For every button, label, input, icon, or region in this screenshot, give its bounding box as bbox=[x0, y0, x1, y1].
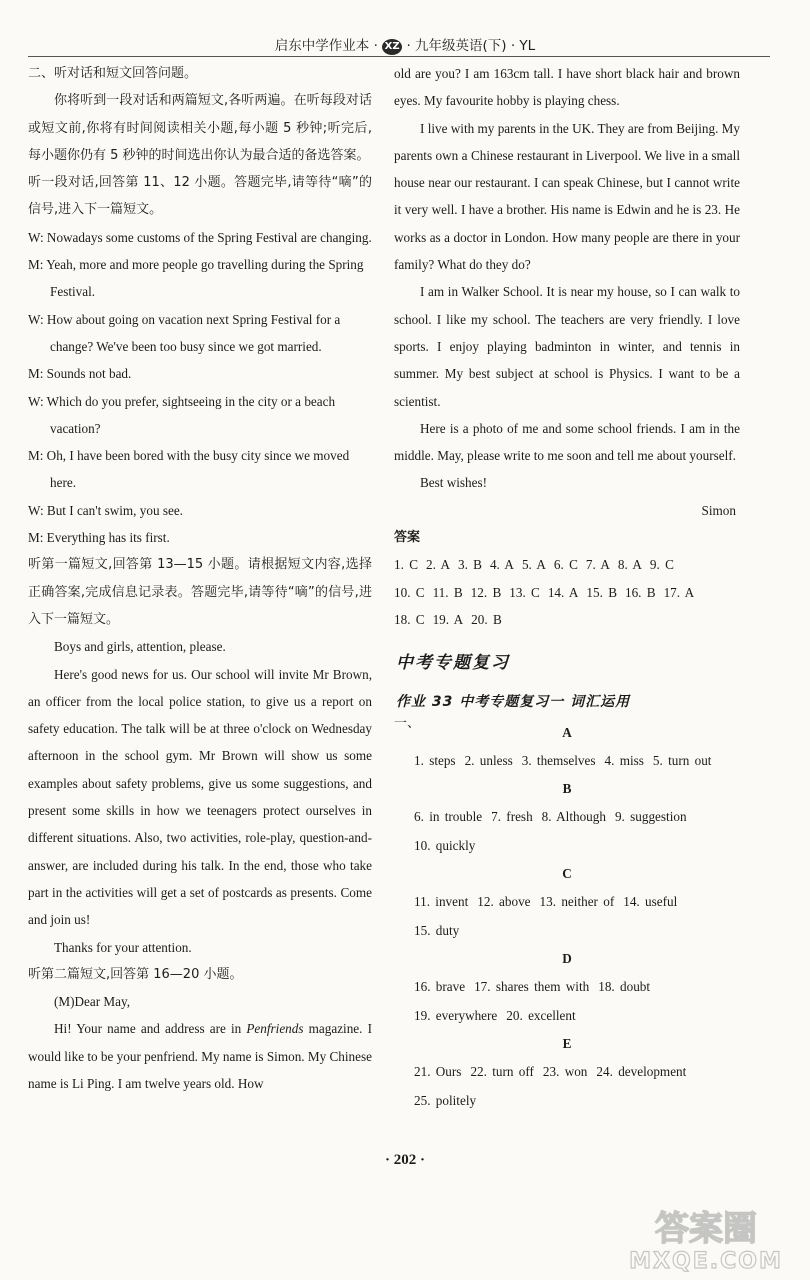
dialogue-line: M: Oh, I have been bored with the busy city since we moved here. bbox=[28, 448, 350, 491]
group-heading: A bbox=[562, 724, 572, 740]
letter-opening: Hi! Your name and address are in Penfriends magazine. I would like to be your penfriend. My name is Simon. My Chinese name is Li Ping. I am twelve years old. How bbox=[28, 1021, 372, 1091]
vocab-group-b bbox=[394, 775, 740, 860]
answer-line: 25. politely bbox=[414, 1092, 477, 1108]
part-one-label: 一、 bbox=[394, 715, 421, 731]
passage1-greeting: Boys and girls, attention, please. bbox=[54, 639, 226, 655]
letter-paragraph: I am in Walker School. It is near my house, so I can walk to school. I like my school. The teachers are very friendly. I love sports. I enjoy playing badminton in winter, and tennis in summer. My best subject at school is Physics. I want to be a scientist. bbox=[394, 284, 740, 409]
passage1-instruction: 听第一篇短文,回答第 13—15 小题。请根据短文内容,选择正确答案,完成信息记录表。答题完毕,请等待“嘀”的信号,进入下一篇短文。 bbox=[28, 557, 372, 627]
dialogue-line: M: Sounds not bad. bbox=[28, 366, 132, 382]
vocab-group-d bbox=[394, 945, 740, 1030]
group-heading: E bbox=[562, 1036, 572, 1052]
dialogue bbox=[28, 224, 372, 552]
letter-paragraph: Here is a photo of me and some school friends. I am in the middle. May, please write to me soon and tell me about yourself. bbox=[394, 420, 740, 464]
answer-line: 11. invent 12. above 13. neither of 14. useful bbox=[414, 894, 678, 910]
answer-line: 15. duty bbox=[414, 922, 460, 938]
letter-paragraph: I live with my parents in the UK. They are from Beijing. My parents own a Chinese restaurant in Liverpool. We live in a small house near our restaurant. I can speak Chinese, but I cannot write it very well. I have a brother. His name is Edwin and he is 23. He works as a doctor in London. How many people are there in your family? What do they do? bbox=[394, 120, 740, 273]
group-heading: D bbox=[562, 951, 572, 967]
listening-intro: 你将听到一段对话和两篇短文,各听两遍。在听每段对话或短文前,你将有时间阅读相关小题,每小题 5 秒钟;听完后,每小题你仍有 5 秒钟的时间选出你认为最合适的备选答案。 bbox=[28, 93, 372, 163]
left-column bbox=[28, 60, 372, 1097]
vocab-group-c bbox=[394, 860, 740, 945]
header-rule bbox=[28, 56, 770, 57]
watermark-logo bbox=[616, 1200, 796, 1272]
letter-paragraph: old are you? I am 163cm tall. I have short black hair and brown eyes. My favourite hobby is playing chess. bbox=[394, 66, 740, 109]
answer-line: 19. everywhere 20. excellent bbox=[414, 1007, 576, 1023]
answer-line: 1. steps 2. unless 3. themselves 4. miss 5. turn out bbox=[414, 752, 712, 768]
answer-key bbox=[394, 551, 740, 634]
header-subject: · 九年级英语(下) · YL bbox=[402, 38, 536, 54]
answer-key-row: 10. C 11. B 12. B 13. C 14. A 15. B 16. B 17. A bbox=[394, 584, 695, 600]
group-heading: C bbox=[562, 866, 572, 882]
answers-label: 答案 bbox=[394, 530, 421, 546]
dialogue-line: M: Yeah, more and more people go travelling during the Spring Festival. bbox=[28, 257, 364, 300]
page-number: · 202 · bbox=[384, 1152, 425, 1168]
group-heading: B bbox=[562, 781, 572, 797]
right-column bbox=[394, 60, 740, 1115]
dialogue-line: W: But I can't swim, you see. bbox=[28, 502, 183, 518]
answer-line: 6. in trouble 7. fresh 8. Although 9. suggestion bbox=[414, 809, 687, 825]
vocab-group-e bbox=[394, 1030, 740, 1115]
review-section-title: 中考专题复习 bbox=[396, 652, 510, 673]
vocab-group-a bbox=[394, 715, 740, 776]
header-book-title: 启东中学作业本 · bbox=[274, 38, 383, 54]
dialogue-line: M: Everything has its first. bbox=[28, 530, 170, 546]
magazine-title: Penfriends bbox=[246, 1021, 304, 1037]
homework-title: 作业 33 中考专题复习一 词汇运用 bbox=[396, 693, 631, 710]
answer-line: 10. quickly bbox=[414, 837, 476, 853]
passage1-closing: Thanks for your attention. bbox=[54, 939, 192, 955]
dialogue-instruction: 听一段对话,回答第 11、12 小题。答题完毕,请等待“嘀”的信号,进入下一篇短文。 bbox=[28, 175, 372, 218]
answer-line: 21. Ours 22. turn off 23. won 24. development bbox=[414, 1064, 687, 1080]
letter-greeting: (M)Dear May, bbox=[54, 994, 131, 1010]
passage2-instruction: 听第二篇短文,回答第 16—20 小题。 bbox=[28, 966, 243, 982]
dialogue-line: W: Which do you prefer, sightseeing in the city or a beach vacation? bbox=[28, 393, 336, 436]
answer-key-row: 18. C 19. A 20. B bbox=[394, 612, 502, 628]
letter-signature: Simon bbox=[701, 502, 736, 518]
answer-key-row: 1. C 2. A 3. B 4. A 5. A 6. C 7. A 8. A 9. C bbox=[394, 557, 674, 573]
section-title: 二、听对话和短文回答问题。 bbox=[28, 66, 198, 81]
dialogue-line: W: Nowadays some customs of the Spring Festival are changing. bbox=[28, 229, 372, 245]
dialogue-line: W: How about going on vacation next Spring Festival for a change? We've been too busy since we got married. bbox=[28, 311, 341, 354]
watermark-line1: 答案圈 bbox=[655, 1209, 757, 1249]
running-header bbox=[0, 34, 810, 55]
publisher-badge: XZ bbox=[382, 39, 402, 55]
answer-line: 16. brave 17. shares them with 18. doubt bbox=[414, 979, 651, 995]
watermark-line2: MXQE.COM bbox=[629, 1249, 783, 1272]
letter-closing: Best wishes! bbox=[420, 475, 488, 491]
passage1-body: Here's good news for us. Our school will invite Mr Brown, an officer from the local police station, to give us a report on safety education. The talk will be at three o'clock on Wednesday afternoon in the school gym. Mr Brown will show us some examples about safety problems, give us some suggestions, and present some skills in how we teenagers protect ourselves in different situations. Also, two activities, role-play, question-and-answer, are included during his talk. In the end, those who take part in the activities will get a set of postcards as presents. Come and join us! bbox=[28, 666, 372, 928]
